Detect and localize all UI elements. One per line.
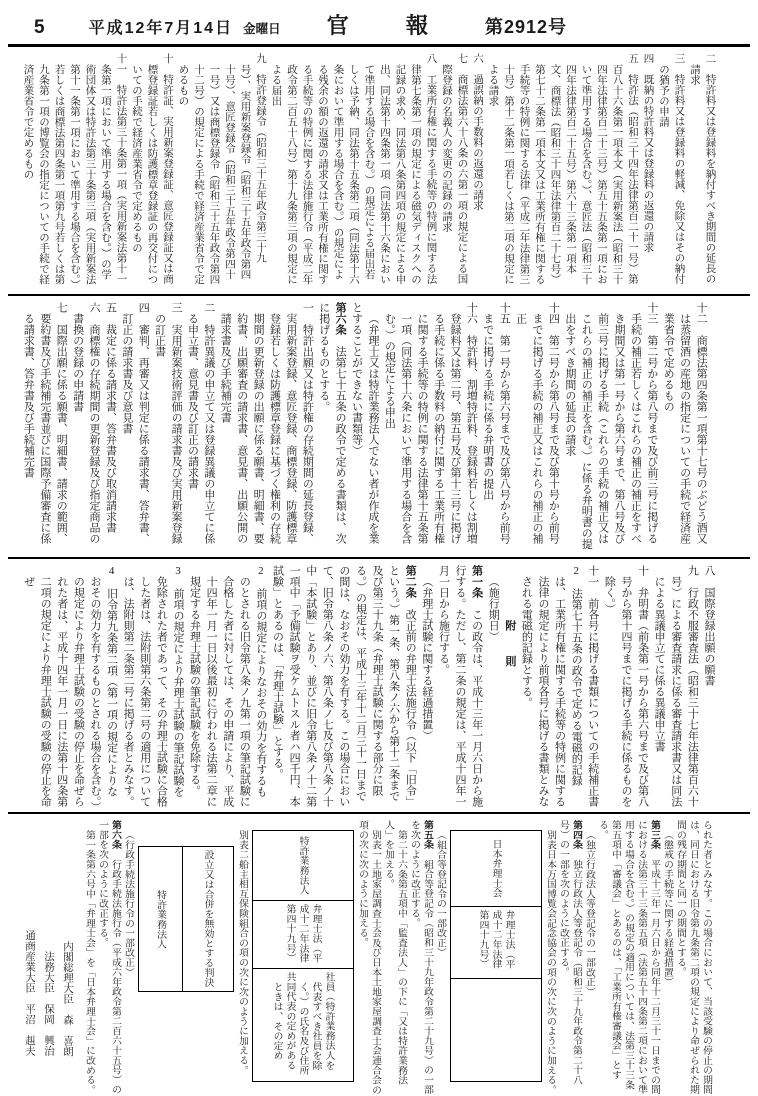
paragraph-number: 2 <box>570 565 583 588</box>
list-item: 十四 第二号から第八号まで及び第十号から前号までに掲げる手続の補正又はこれらの補正の補正 <box>514 302 560 544</box>
table-cell-judgment: 設立又は合併を無効とする判決 <box>182 847 233 991</box>
signature-block <box>20 820 77 1096</box>
article: 第六条 行政手続法施行令（平成六年政令第二百六十五号）の一部を次のように改正する。 <box>97 820 121 1095</box>
registry-entry: 社員（特許業務法人を代表すべき社員を除く。）の氏名及び住所 <box>297 971 335 1075</box>
weekday: 金曜日 <box>243 22 281 36</box>
list-item: 十一 前各号に掲げる書類についての手続補正書 <box>586 565 599 807</box>
section-heading: （行政手続法施行令の一部改正） <box>123 829 134 977</box>
article-number: 第三条 <box>649 820 660 850</box>
sub-paragraph: 3 前項の規定により弁理士試験の筆記試験を免除された者であって、その弁理士試験に合格した者は、法附則第六条第二号の適用については、法附則第二条第二号に掲げる者とみなす。 <box>122 565 184 807</box>
list-item: 二 特許料又は登録料を納付すべき期間の延長の請求 <box>689 53 716 284</box>
list-item: 十五 第一号から第六号まで及び第八号から前号までに掲げる手続に係る弁明書の提出 <box>481 302 511 544</box>
signature-justice-minister: 法務大臣 保岡 興治 <box>43 951 54 1056</box>
issue-number: 第2912号 <box>485 17 568 37</box>
table-cell-name: 日本弁理士会 <box>490 839 502 899</box>
text-band-4 <box>20 820 713 1096</box>
signature-miti-minister: 通商産業大臣 平沼 赳夫 <box>24 930 35 1056</box>
registry-entry: 共同代表の定めがあるときは、その定め <box>271 971 296 1070</box>
supplementary-provisions-heading: 附 則 <box>503 620 516 673</box>
article: 第五条 組合等登記令（昭和三十九年政令第二十九号）の一部を次のように改正する。 <box>409 820 433 1095</box>
table-cell-name: 特許業務法人 <box>155 889 167 949</box>
list-item: 四 既納の特許料又は登録料の返還の請求 <box>642 53 654 253</box>
section-heading: （独立行政法人等登記令の一部改正） <box>584 829 595 997</box>
registry-table-patent-attorneys-association <box>450 830 542 1082</box>
band-rule <box>8 812 750 814</box>
list-item: 九 特許登録令（昭和三十五年政令第三十九号）、実用新案登録令（昭和三十五年政令第四十号）、意匠登録令（昭和三十五年政令第四十一号）又は商標登録令（昭和三十五年政令第四十二号）の規定による手続で経済産業省令で定めるもの <box>177 53 266 284</box>
list-item: 十 弁明書（前条第一号から第六号まで及び第八号から第十四号までに掲げる手続に係るものを除く。） <box>603 565 649 807</box>
amendment-instruction: 別表一土地家屋調査士会及び日本土地家屋調査士会連合会の項の次に次のように加える。 <box>357 820 381 1095</box>
article: 第一条 この政令は、平成十三年一月六日から施行する。ただし、第二条の規定は、平成十四年一月一日から施行する。 <box>437 565 483 807</box>
list-item: 三 特許料又は登録料の軽減、免除又はその納付の猶予の申請 <box>658 53 685 284</box>
list-item: 八 工業所有権に関する手続等の特例に関する法律第七条第一項の規定による磁気ディスクへの記録の求め、同法第八条第四項の規定による申出、同法第十四条第一項（同法第十六条において準用する場合を含む。）の規定による届出若しくは予納、同法第十五条第二項（同法第十六条において準用する場合を含む。）の規定による残余の額の返還の請求又は工業所有権に関する手続等の特例に関する法律施行令（平成二年政令第二百五十八号）第十九条第三項の規定による届出 <box>270 53 437 284</box>
table-cell-entries <box>253 968 353 1081</box>
list-item: 四 審判、再審又は判定に係る請求書、答弁書、訂正の請求書及び意見書 <box>120 302 150 544</box>
list-item: 五 裁定に係る請求書、答弁書及び取消請求書 <box>104 302 117 533</box>
section-heading: （懲戒の手続等に関する経過措置） <box>662 829 673 987</box>
registry-table-patent-business-corporation <box>252 830 354 1082</box>
issue-date: 平成12年7月14日 <box>88 20 234 37</box>
continuation-text: られた者とみなす。この場合において、当該受験の停止の期間は、同日における旧令第九条第二項の規定により命ぜられた期間の残存期間と同一の期間とする。 <box>675 820 712 1095</box>
article-number: 第二条 <box>404 565 417 598</box>
amendment-instruction: 第一条第六号中「弁理士会」を「日本弁理士会」に改める。 <box>84 829 95 1095</box>
band-rule <box>8 294 750 296</box>
article: 第二条 改正前の弁理士法施行令（以下「旧令」という。）第一条、第八条ノ六から第十二条まで及び第三十九条（弁理士試験に関する部分に限る。）の規定は、平成十三年十二月三十一日までの間は、なおその効力を有する。この場合において、旧令第八条ノ六、第八条ノ七及び第八条ノ十中「本試験」とあり、並びに旧令第八条ノ十二第一項中「予備試験ヲ受ケムトスル者ハ四千円、本試験」とあるのは、「弁理士試験」とする。 <box>271 565 417 807</box>
article-number: 第一条 <box>470 565 483 598</box>
page-header <box>0 0 758 44</box>
gazette-title: 官報 <box>326 13 485 38</box>
sub-paragraph: 2 法第七十五条の政令で定める電磁的記録は、工業所有権に関する手続等の特例に関する法律の規定により前項各号に掲げる書類とみなされる電磁的記録とする。 <box>520 565 583 807</box>
list-item: 十三 第二号から第八号まで及び前三号に掲げる手続の補正若しくはこれらの補正の補正をすべき期間又は第一号から第六号まで、第八号及び前三号に掲げる手続（これらの手続の補正又はこれらの補正の補正を含む。）に係る弁明書の提出をすべき期間の延長の請求 <box>563 302 658 550</box>
list-item: 三 実用新案技術評価の請求書及び実用新案登録の訂正書 <box>153 302 183 544</box>
table-cell-law: 弁理士法（平成十二年法律第四十九号） <box>451 906 541 977</box>
text-band-1 <box>20 53 718 289</box>
amendment-instruction: 別表二船主相互保険組合の項の次に次のように加える。 <box>237 829 248 1075</box>
list-item: 七 商標法第六十八条の六第一項の規定による国際登録の名義人の変更の記録の請求 <box>441 53 468 284</box>
list-item: 五 特許法（昭和三十四年法律第百二十一号）第百八十六条第一項本文（実用新案法（昭和三十四年法律第百二十三号）第五十五条第一項において準用する場合を含む。）、意匠法（昭和三十四年法律第百二十五号）第六十三条第一項本文、商標法（昭和三十四年法律第百二十七号）第七十二条第一項本文又は工業所有権に関する手続等の特例に関する法律（平成二年法律第三十号）第十二条第一項若しくは第二項の規定による請求 <box>487 53 638 284</box>
article-number: 第五条 <box>422 820 433 850</box>
list-item: 十 特許証、実用新案登録証、意匠登録証又は商標登録証若しくは防護標章登録証の再交付についての手続で経済産業省令で定めるもの <box>131 53 173 284</box>
list-item: 八 国際登録出願の願書 <box>702 565 715 686</box>
section-heading: （弁理士又は特許業務法人でない者が作成を業とすることができない書類等） <box>350 302 379 544</box>
list-item: 十二 商標法第四条第一項第十七号のぶどう酒又は蒸留酒の産地の指定についての手続で経済産業省令で定めるもの <box>662 302 708 544</box>
page-number: 5 <box>34 17 45 38</box>
table-cell-entry-empty <box>451 978 541 1081</box>
section-heading: （弁理士試験に関する経過措置） <box>420 576 433 741</box>
amendment-instruction: 別表日本万国博覧会記念協会の項の次に次のように加える。 <box>545 829 556 1095</box>
article: 第三条 平成十三年一月六日から同年十二月三十一日までの間における法第三十三条第五項（法第五十四条第二項において準用する場合を含む。）の規定の適用については、法第三十三条第五項中「審議会」とあるのは、「工業所有権審議会」とする。 <box>597 820 660 1095</box>
header-rule <box>8 44 750 47</box>
list-item: 六 商標権の存続期間の更新登録及び指定商品の書換の登録の申請書 <box>71 302 101 544</box>
list-item: 十六 特許料、割増特許料、登録料若しくは割増登録料又は第二号、第五号及び第十三号に掲げる手続に係る手数料の納付に関する工業所有権に関する手続等の特例に関する法律第十五条第一項（同法第十六条において準用する場合を含む。）の規定による申出 <box>383 302 478 544</box>
paragraph-number: 2 <box>254 565 267 588</box>
section-heading: （組合等登記令の一部改正） <box>435 829 446 958</box>
sub-paragraph: 4 旧令第九条第二項（第一項の規定によりなおその効力を有するものとされる場合を含む。）の規定により弁理士試験の受験の停止を命ぜられた者は、平成十四年一月一日に法第十四条第二項の規定により弁理士試験の受験の停止を命ぜ <box>22 565 118 807</box>
list-item: 二 特許異議の申立て又は登録異議の申立てに係る申立書、意見書及び訂正の請求書 <box>186 302 215 544</box>
sub-paragraph: 2 前項の規定によりなおその効力を有するものとされる旧令第八条ノ九第一項の筆記試験に合格した者に対しては、その申請により、平成十四年一月一日以後最初に行われる法第二章に規定する弁理士試験の筆記試験を免除する。 <box>188 565 267 807</box>
text-band-2 <box>20 302 709 552</box>
list-item: 九 行政不服審査法（昭和三十七年法律第百六十号）による審査請求に係る審査請求書又は同法による異議申立てに係る異議申立書 <box>653 565 699 807</box>
article-number: 第四条 <box>571 820 582 850</box>
table-cell-name: 特許業務法人 <box>297 836 309 896</box>
article: 第六条 法第七十五条の政令で定める書類は、次に掲げるものとする。 <box>317 302 347 544</box>
text-band-3 <box>20 565 717 807</box>
paragraph-number: 3 <box>171 565 184 588</box>
list-item: 一 特許出願又は特許権の存続期間の延長登録、実用新案登録、意匠登録、商標登録、防護標章登録若しくは防護標章登録に基づく権利の存続期間の更新登録の出願に係る願書、明細書、要約書、出願審査の請求書、意見書、出願公開の請求書及び手続補完書 <box>219 302 314 544</box>
list-item: 十一 特許法第三十条第一項（実用新案法第十一条第一項において準用する場合を含む。）の学術団体又は特許法第三十条第三項（実用新案法第十一条第一項において準用する場合を含む。）若しくは商標法第四条第一項第九号若しくは第九条第一項の博覧会の指定についての手続で経済産業省令で定めるもの <box>22 53 127 284</box>
band-rule <box>8 557 750 559</box>
amendment-instruction: 第二十六条第五項中「監査法人」の下に「又は特許業務法人」を加える。 <box>383 820 407 1085</box>
list-item: 七 国際出願に係る願書、明細書、請求の範囲、要約書及び手続補完書並びに国際予備審査に係る請求書、答弁書及び手続補完書 <box>22 302 68 544</box>
table-cell-law: 弁理士法（平成十二年法律第四十九号） <box>253 900 353 967</box>
paragraph-number: 4 <box>105 565 118 588</box>
registry-table-invalidation-judgment <box>138 846 234 992</box>
signature-prime-minister: 内閣総理大臣 森 喜朗 <box>62 940 73 1056</box>
section-heading: （施行期日） <box>487 576 500 642</box>
article: 第四条 独立行政法人等登記令（昭和三十九年政令第二十八号）の一部を次のように改正する。 <box>558 820 582 1085</box>
article-number: 第六条 <box>110 820 121 850</box>
article-number: 第六条 <box>334 302 347 335</box>
list-item: 六 過誤納の手数料の返還の請求 <box>472 53 483 211</box>
